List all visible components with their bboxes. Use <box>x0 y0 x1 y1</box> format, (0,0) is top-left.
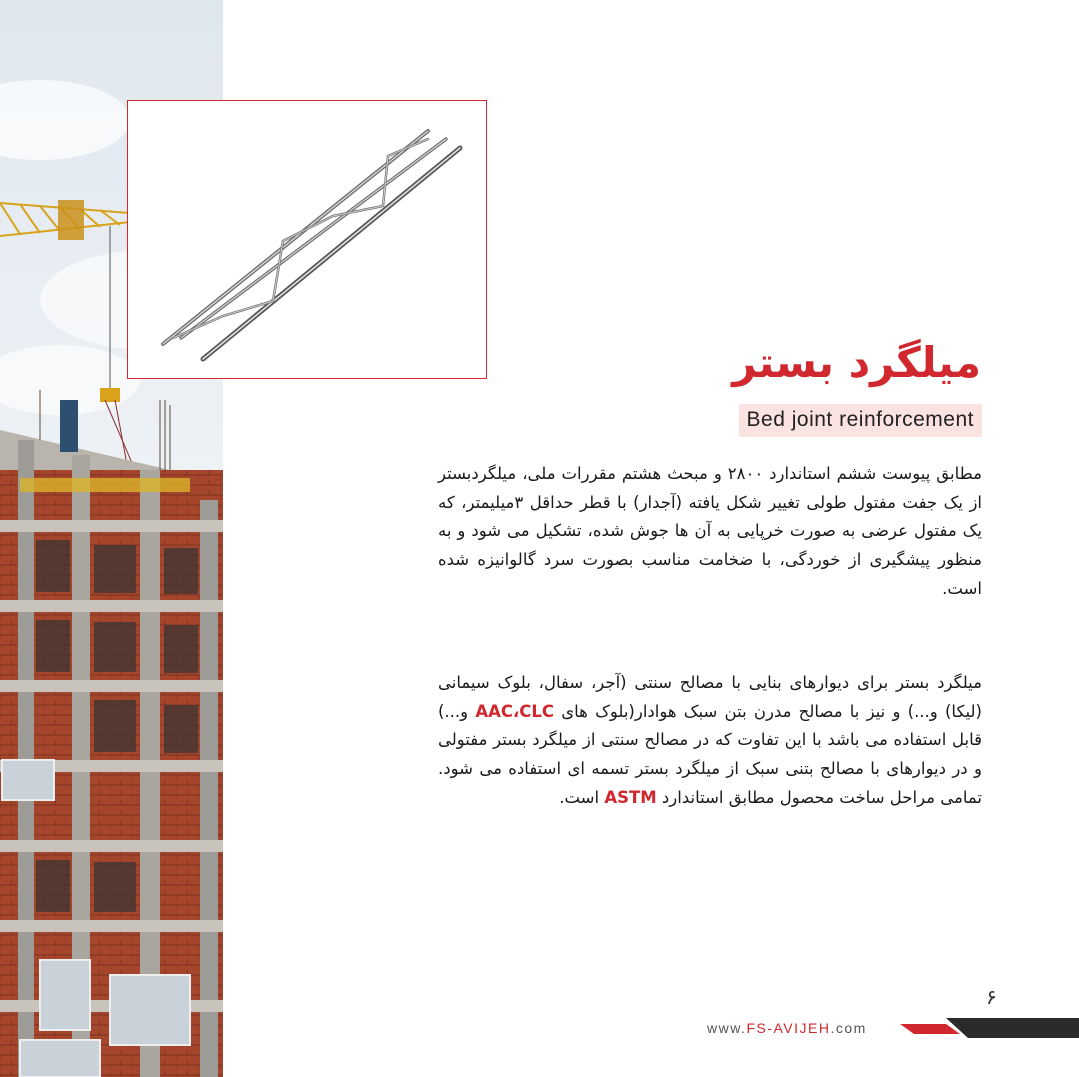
footer-accent-bars <box>898 1016 1079 1040</box>
usage-text-2: و...) قابل استفاده می باشد با این تفاوت که در مصالح سنتی از میلگرد بستر مفتولی و در دیوارهای با مصالح بتنی سبک از میلگرد بستر تسمه ای استفاده می شود. تمامی مراحل ساخت محصول مطابق استاندارد <box>438 701 982 807</box>
usage-paragraph <box>438 669 982 813</box>
astm-highlight: ASTM <box>604 787 657 807</box>
aac-clc-highlight: AAC،CLC <box>475 701 555 721</box>
website-url[interactable] <box>707 1020 867 1036</box>
bed-joint-truss-icon <box>128 101 485 377</box>
website-prefix: www. <box>707 1020 747 1036</box>
page-title: میلگرد بستر <box>732 338 981 387</box>
intro-paragraph: مطابق پیوست ششم استاندارد ۲۸۰۰ و مبحث هشتم مقررات ملی، میلگردبستر از یک جفت مفتول طولی تغییر شکل یافته (آجدار) با قطر حداقل ۳میلیمتر، که یک مفتول عرضی به صورت خرپایی به آن ها جوش شده، تشکیل می شود و به منظور پیشگیری از خوردگی، با ضخامت مناسب بصورت سرد گالوانیزه شده است. <box>438 464 983 598</box>
website-brand: FS-AVIJEH <box>746 1020 831 1036</box>
product-image-frame <box>127 100 487 379</box>
red-accent-bar <box>900 1024 960 1034</box>
usage-text-1: میلگرد بستر برای دیوارهای بنایی با مصالح سنتی (آجر، سفال، بلوک سیمانی (لیکا) و...) و نیز با مصالح مدرن بتن سبک هوادار(بلوک های <box>438 673 982 721</box>
page-number: ۶ <box>986 985 997 1009</box>
usage-text-3: است. <box>559 787 605 807</box>
website-suffix: .com <box>830 1020 867 1036</box>
dark-accent-bar <box>946 1018 1079 1038</box>
page-subtitle: Bed joint reinforcement <box>739 404 982 437</box>
